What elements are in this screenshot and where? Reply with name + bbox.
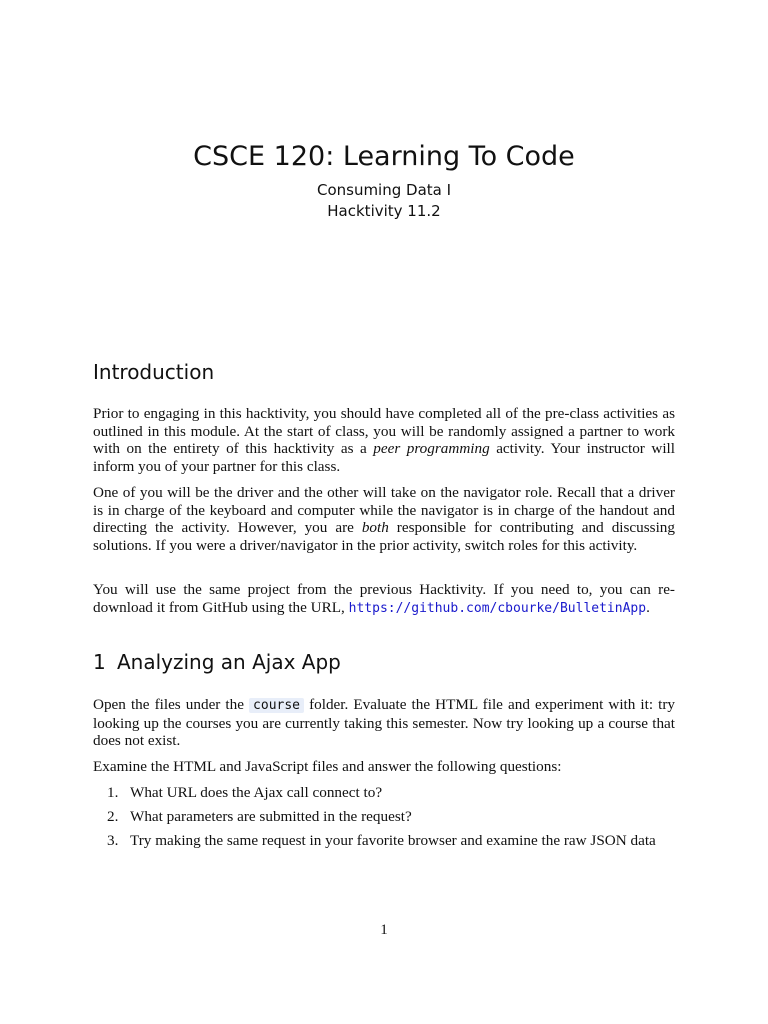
intro-heading: Introduction — [93, 360, 215, 384]
question-number: 1. — [107, 784, 119, 801]
section-1-p1-text: Open the files under the — [93, 696, 250, 713]
list-item — [93, 808, 675, 826]
list-item — [93, 784, 675, 802]
section-1-title: Analyzing an Ajax App — [117, 650, 341, 674]
question-text: Try making the same request in your favorite browser and examine the raw JSON data — [130, 832, 656, 850]
document-subtitle-block — [0, 180, 768, 222]
intro-p3-text-end: . — [646, 598, 650, 616]
document-subtitle: Consuming Data I — [316, 181, 452, 199]
intro-p2-emphasis: both — [361, 519, 389, 537]
course-folder-code: course — [249, 698, 304, 713]
intro-paragraph-2 — [93, 484, 675, 554]
intro-p1-emphasis: peer programming — [373, 440, 490, 458]
question-list — [93, 784, 675, 856]
section-1-paragraph-2: Examine the HTML and JavaScript files and answer the following questions: — [93, 758, 562, 775]
intro-paragraph-1 — [93, 405, 675, 475]
question-text: What URL does the Ajax call connect to? — [130, 784, 383, 801]
section-1-paragraph-1 — [93, 696, 675, 750]
list-item — [93, 832, 675, 850]
question-number: 3. — [107, 832, 119, 850]
page-number: 1 — [380, 922, 388, 938]
activity-label: Hacktivity 11.2 — [327, 202, 441, 220]
question-number: 2. — [107, 808, 119, 826]
intro-p1-text: Prior to engaging in this hacktivity, you should have completed all of the pre-class activities as outlined in this module. At the start of class, you will be randomly assigned a partner to work with on the entirety of this hacktivity as a — [93, 405, 675, 458]
section-1-heading — [93, 649, 341, 675]
section-1-p1-text-end: folder. Evaluate the HTML file and experiment with it: try looking up the courses you are currently taking this semester. Now try looking up a course that does not exist. — [93, 696, 676, 750]
intro-paragraph-3 — [93, 581, 675, 617]
intro-p3-text: You will use the same project from the previous Hacktivity. If you need to, you can re-download it from GitHub using the URL, — [93, 581, 675, 616]
intro-p1-text-end: activity. Your instructor will inform you of your partner for this class. — [93, 440, 675, 475]
intro-p2-text-end: responsible for contributing and discussing solutions. If you were a driver/navigator in the prior activity, switch roles for this activity. — [93, 519, 675, 554]
github-url-link[interactable]: https://github.com/cbourke/BulletinApp — [348, 600, 647, 616]
intro-p2-text: One of you will be the driver and the other will take on the navigator role. Recall that a driver is in charge of the keyboard and computer while the navigator is in charge of the handout and directing the activity. However, you are — [93, 484, 675, 537]
section-1-number: 1 — [93, 650, 106, 674]
question-text: What parameters are submitted in the request? — [130, 808, 412, 826]
document-title: CSCE 120: Learning To Code — [193, 141, 575, 172]
